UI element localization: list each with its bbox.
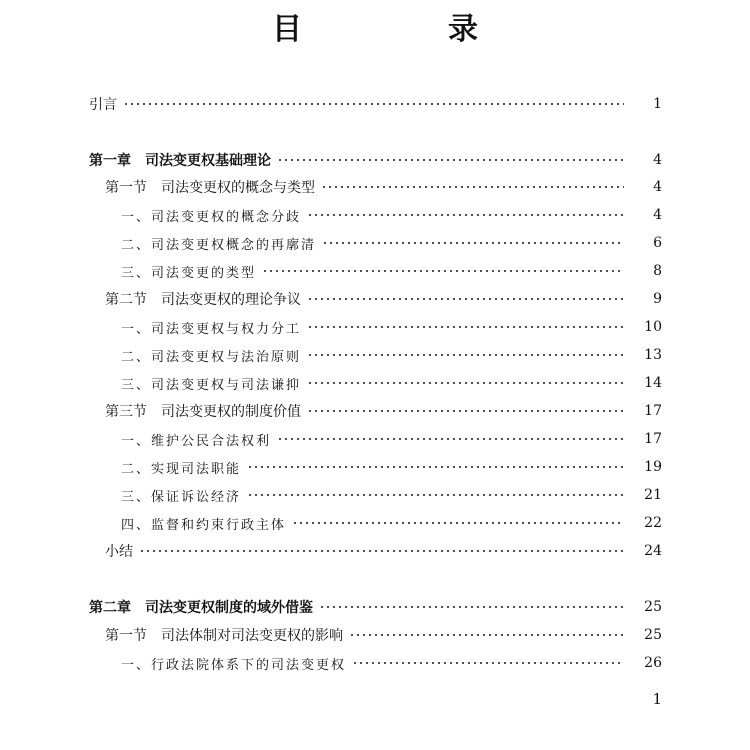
dot-leader [322, 237, 624, 249]
toc-entry-page: 26 [644, 655, 662, 671]
toc-entry-label: 引言 [89, 97, 117, 113]
toc-entry-label: 第二节 司法变更权的理论争议 [105, 292, 301, 308]
dot-leader [321, 181, 624, 193]
toc-entry-page: 14 [644, 375, 662, 391]
toc-entry-page: 4 [653, 152, 662, 168]
dot-leader [277, 433, 624, 445]
toc-entry-label: 第一章 司法变更权基础理论 [89, 153, 271, 169]
dot-leader [307, 209, 624, 221]
toc-entry-label: 三、司法变更权与司法谦抑 [121, 377, 302, 393]
toc-entry-label: 二、实现司法职能 [121, 461, 242, 477]
toc-entry-page: 25 [644, 627, 662, 643]
toc-entry-subsection[interactable] [0, 511, 750, 535]
toc-entry-label: 四、监督和约束行政主体 [121, 517, 287, 533]
toc-entry-label: 一、行政法院体系下的司法变更权 [121, 657, 347, 673]
toc-entry-section[interactable] [0, 175, 750, 199]
toc-entry-subsection[interactable] [0, 343, 750, 367]
toc-entry-page: 17 [644, 431, 662, 447]
page-title: 目 录 [272, 12, 536, 47]
toc-entry-page: 4 [653, 207, 662, 223]
dot-leader [352, 657, 624, 669]
dot-leader [139, 545, 624, 557]
toc-entry-page: 8 [653, 263, 662, 279]
toc-entry-section[interactable] [0, 287, 750, 311]
toc-entry-subsection[interactable] [0, 231, 750, 255]
dot-leader [307, 293, 624, 305]
toc-entry-subsection[interactable] [0, 651, 750, 675]
dot-leader [319, 601, 624, 613]
page-number: 1 [652, 690, 662, 708]
toc-entry-subsection[interactable] [0, 259, 750, 283]
toc-entry-label: 第三节 司法变更权的制度价值 [105, 404, 301, 420]
dot-leader [247, 461, 624, 473]
toc-entry-chapter-1[interactable] [0, 148, 750, 172]
toc-entry-label: 一、维护公民合法权利 [121, 433, 272, 449]
dot-leader [262, 265, 624, 277]
toc-entry-label: 一、司法变更权与权力分工 [121, 321, 302, 337]
toc-entry-label: 第一节 司法体制对司法变更权的影响 [105, 628, 343, 644]
toc-entry-section[interactable] [0, 623, 750, 647]
toc-entry-page: 4 [653, 179, 662, 195]
toc-entry-label: 第一节 司法变更权的概念与类型 [105, 180, 315, 196]
dot-leader [292, 517, 624, 529]
toc-entry-page: 19 [644, 459, 662, 475]
toc-entry-label: 三、司法变更的类型 [121, 265, 257, 281]
dot-leader [123, 98, 624, 110]
toc-entry-page: 9 [653, 291, 662, 307]
toc-entry-page: 1 [653, 96, 662, 112]
toc-entry-section[interactable] [0, 399, 750, 423]
toc-entry-page: 10 [644, 319, 662, 335]
toc-entry-label: 小结 [105, 544, 133, 560]
toc-entry-intro[interactable] [0, 92, 750, 116]
toc-entry-summary[interactable] [0, 539, 750, 563]
dot-leader [247, 489, 624, 501]
toc-entry-label: 三、保证诉讼经济 [121, 489, 242, 505]
dot-leader [307, 377, 624, 389]
toc-entry-page: 22 [644, 515, 662, 531]
toc-entry-subsection[interactable] [0, 455, 750, 479]
toc-entry-label: 第二章 司法变更权制度的域外借鉴 [89, 600, 313, 616]
toc-entry-label: 二、司法变更权概念的再廓清 [121, 237, 317, 253]
toc-entry-page: 17 [644, 403, 662, 419]
toc-entry-subsection[interactable] [0, 203, 750, 227]
dot-leader [307, 405, 624, 417]
toc-entry-page: 21 [644, 487, 662, 503]
toc-entry-page: 6 [653, 235, 662, 251]
toc-entry-page: 13 [644, 347, 662, 363]
toc-entry-subsection[interactable] [0, 371, 750, 395]
toc-entry-chapter-2[interactable] [0, 595, 750, 619]
dot-leader [307, 321, 624, 333]
toc-entry-label: 二、司法变更权与法治原则 [121, 349, 302, 365]
toc-entry-page: 24 [644, 543, 662, 559]
toc-entry-subsection[interactable] [0, 427, 750, 451]
toc-entry-subsection[interactable] [0, 315, 750, 339]
dot-leader [349, 629, 624, 641]
dot-leader [307, 349, 624, 361]
toc-entry-label: 一、司法变更权的概念分歧 [121, 209, 302, 225]
dot-leader [277, 154, 624, 166]
toc-entry-subsection[interactable] [0, 483, 750, 507]
toc-entry-page: 25 [644, 599, 662, 615]
